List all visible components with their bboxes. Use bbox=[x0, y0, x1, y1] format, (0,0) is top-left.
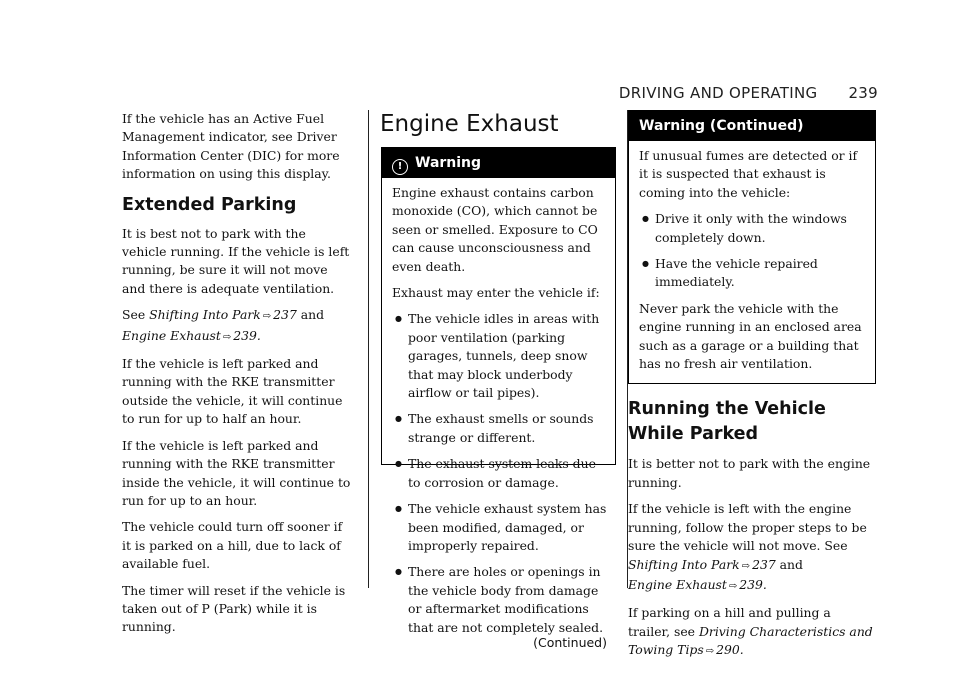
text: See bbox=[122, 307, 146, 323]
paragraph: It is best not to park with the vehicle running. If the vehicle is left running, be sure it will not move and there is adequate ventilation. bbox=[122, 225, 350, 296]
page-ref[interactable]: 290. bbox=[716, 642, 744, 658]
warning-paragraph: Engine exhaust contains carbon monoxide (CO), which cannot be seen or smelled. Exposure to CO can cause unconsciousness and even death. bbox=[392, 185, 598, 274]
column-2 bbox=[380, 110, 616, 650]
link-shifting-into-park[interactable]: Shifting Into Park bbox=[628, 556, 740, 572]
text: If parking on a hill and pulling a trailer, see bbox=[628, 605, 831, 639]
paragraph: If the vehicle is left parked and running with the RKE transmitter outside the vehicle, it will continue to run for up to half an hour. bbox=[122, 356, 343, 427]
column-1 bbox=[122, 110, 354, 645]
link-driving-characteristics-towing-tips[interactable]: Driving Characteristics and Towing Tips bbox=[628, 623, 873, 658]
list-item: ● The vehicle idles in areas with poor ventilation (parking garages, tunnels, deep snow that may block underbody airflow or tail pipes). bbox=[392, 310, 607, 402]
page-arrow-icon: ⇨ bbox=[262, 311, 272, 323]
paragraph: The timer will reset if the vehicle is taken out of P (Park) while it is running. bbox=[122, 582, 346, 635]
cross-reference-paragraph bbox=[122, 306, 354, 347]
warning-icon: ! bbox=[392, 159, 408, 175]
page-ref[interactable]: 237 bbox=[752, 556, 776, 572]
list-item: ● Have the vehicle repaired immediately. bbox=[639, 255, 867, 292]
warning-body bbox=[382, 178, 615, 652]
page-arrow-icon: ⇨ bbox=[741, 560, 751, 572]
paragraph: If the vehicle has an Active Fuel Management indicator, see Driver Information Center (DIC) for more information on using this display. bbox=[122, 111, 340, 182]
page-arrow-icon: ⇨ bbox=[728, 580, 738, 592]
paragraph: The vehicle could turn off sooner if it is parked on a hill, due to lack of available fuel. bbox=[122, 519, 343, 572]
heading-engine-exhaust: Engine Exhaust bbox=[380, 111, 559, 137]
heading-running-vehicle-while-parked: Running the Vehicle While Parked bbox=[628, 399, 826, 445]
warning-body bbox=[629, 141, 875, 383]
page-ref[interactable]: 237 bbox=[273, 307, 297, 323]
warning-list bbox=[392, 310, 607, 637]
warning-header bbox=[382, 148, 615, 178]
column-3 bbox=[628, 110, 876, 670]
page-ref[interactable]: 239. bbox=[233, 327, 261, 343]
text: and bbox=[779, 556, 803, 572]
warning-title: Warning bbox=[415, 155, 482, 171]
paragraph: If the vehicle is left parked and running with the RKE transmitter inside the vehicle, it will continue to run for up to an hour. bbox=[122, 437, 351, 508]
link-shifting-into-park[interactable]: Shifting Into Park bbox=[149, 307, 261, 323]
page-arrow-icon: ⇨ bbox=[222, 331, 232, 343]
list-item: ● The vehicle exhaust system has been modified, damaged, or improperly repaired. bbox=[392, 500, 607, 555]
section-title: DRIVING AND OPERATING bbox=[618, 84, 818, 102]
list-item: ● The exhaust smells or sounds strange or different. bbox=[392, 410, 607, 447]
list-item: ● Drive it only with the windows completely down. bbox=[639, 210, 867, 247]
list-item: ● The exhaust system leaks due to corrosion or damage. bbox=[392, 455, 607, 492]
text: and bbox=[300, 307, 325, 323]
page-ref[interactable]: 239. bbox=[739, 576, 767, 592]
warning-paragraph: Exhaust may enter the vehicle if: bbox=[392, 285, 600, 301]
cross-reference-paragraph bbox=[628, 604, 876, 661]
page-number: 239 bbox=[848, 84, 878, 102]
cross-reference-paragraph bbox=[628, 500, 876, 596]
warning-paragraph: Never park the vehicle with the engine running in an enclosed area such as a garage or a building that has no fresh air ventilation. bbox=[639, 300, 862, 372]
heading-extended-parking: Extended Parking bbox=[122, 194, 297, 215]
warning-box bbox=[381, 147, 616, 650]
running-header bbox=[619, 84, 878, 102]
warning-paragraph: If unusual fumes are detected or if it is suspected that exhaust is coming into the vehicle: bbox=[639, 148, 858, 200]
link-engine-exhaust[interactable]: Engine Exhaust bbox=[628, 576, 727, 592]
column-divider-1 bbox=[368, 110, 369, 588]
page-arrow-icon: ⇨ bbox=[705, 646, 715, 658]
continued-label: (Continued) bbox=[533, 634, 607, 650]
warning-title: Warning (Continued) bbox=[639, 118, 804, 134]
text: If the vehicle is left with the engine running, follow the proper steps to be sure the vehicle will not move. See bbox=[628, 501, 867, 554]
list-item: ● There are holes or openings in the vehicle body from damage or aftermarket modifications that are not completely sealed. bbox=[392, 563, 607, 637]
warning-list bbox=[639, 210, 867, 292]
warning-box-continued bbox=[628, 110, 876, 384]
warning-header bbox=[629, 111, 875, 141]
link-engine-exhaust[interactable]: Engine Exhaust bbox=[122, 327, 221, 343]
paragraph: It is better not to park with the engine running. bbox=[628, 456, 871, 490]
